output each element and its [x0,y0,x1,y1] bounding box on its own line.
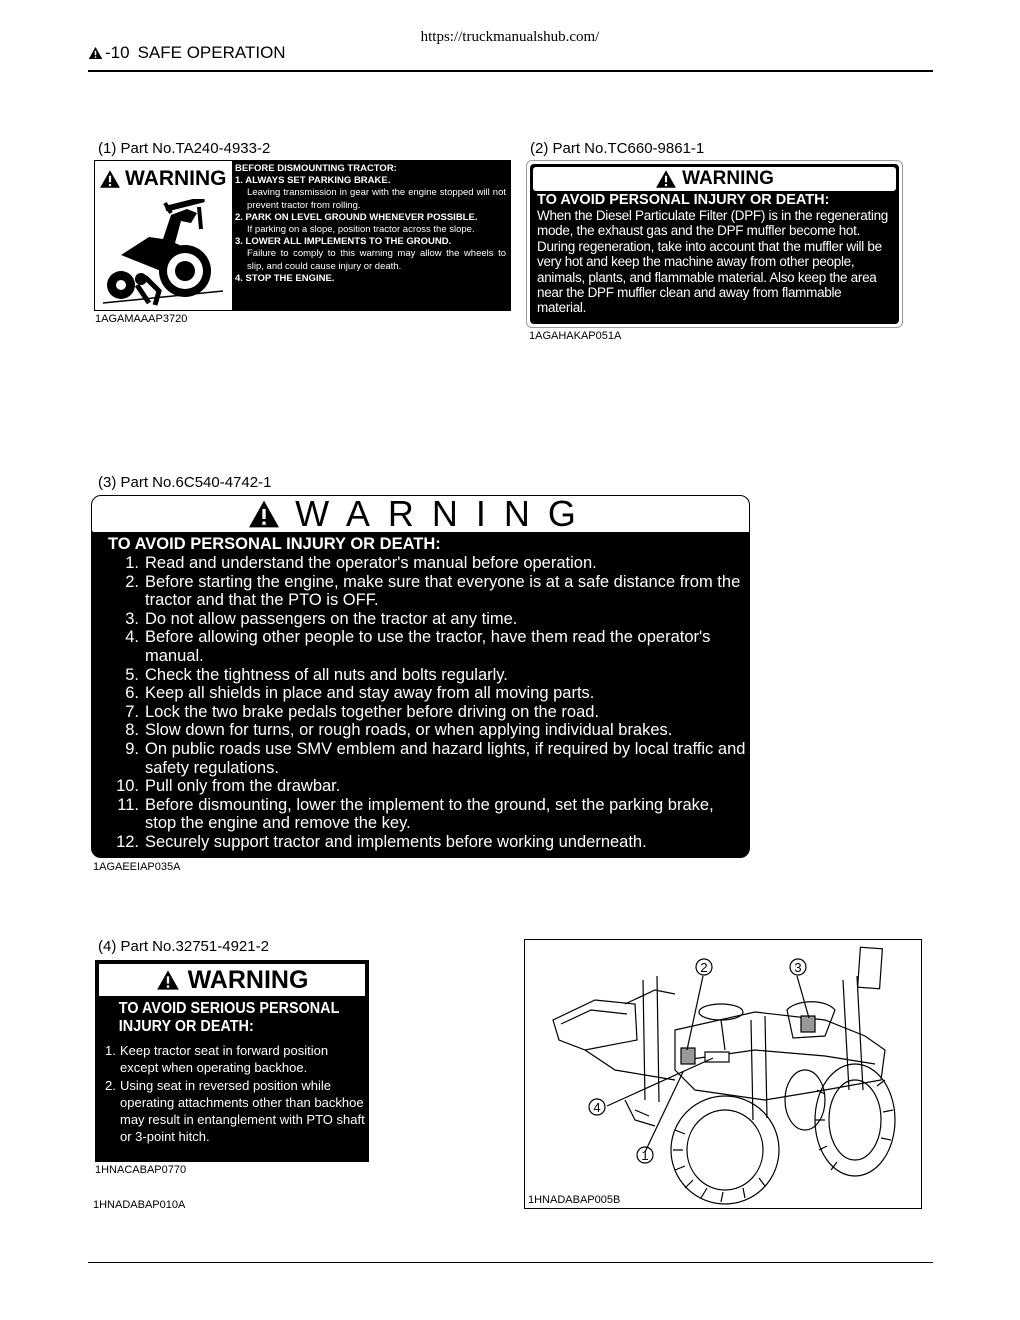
label3-item-text: Pull only from the drawbar. [145,777,341,796]
label-location-diagram [524,939,922,1209]
label1-decal [94,160,511,311]
label3-item-number: 1. [125,554,139,572]
label4-list-item [105,1077,365,1146]
label3-list-item [108,796,749,833]
label1-line: Leaving transmission in gear with the engine stopped will not prevent tractor from rolling. [247,187,506,211]
label4-item-text: Keep tractor seat in forward position except when operating backhoe. [120,1043,329,1076]
label3-item-text: Before allowing other people to use the tractor, have them read the operator's manual. [145,628,711,665]
label3-list-item [108,684,749,703]
label3-caption: (3) Part No.6C540-4742-1 [98,474,272,491]
label4-heading [99,964,365,996]
label3-item-text: Check the tightness of all nuts and bolts regularly. [145,665,508,684]
label3-code: 1AGAEEIAP035A [93,861,181,873]
label2-decal [526,160,903,328]
warning-triangle-icon [655,169,677,189]
label3-item-number: 11. [117,795,139,814]
tractor-illustration [525,940,921,1208]
label3-item-number: 4. [125,628,139,647]
label4-list-item [105,1042,365,1077]
warning-triangle-icon [88,46,103,60]
label2-caption: (2) Part No.TC660-9861-1 [530,140,705,157]
label3-item-text: Before starting the engine, make sure that everyone is at a safe distance from the tractor and that the PTO is OFF. [145,572,741,610]
label3-list-item [108,721,749,740]
label1-line: BEFORE DISMOUNTING TRACTOR: [235,163,397,174]
label3-item-text: Read and understand the operator's manual before operation. [145,554,597,572]
label3-item-number: 10. [116,777,139,796]
label3-item-text: Do not allow passengers on the tractor at any time. [145,609,518,628]
label1-line: 1. ALWAYS SET PARKING BRAKE. [235,175,391,187]
label1-line: If parking on a slope, position tractor across the slope. [247,224,475,236]
header-divider [88,70,933,72]
label3-heading [92,496,749,532]
label1-heading [95,161,232,191]
label3-list-item [108,666,749,685]
label3-item-text: On public roads use SMV emblem and hazard lights, if required by local traffic and safety regulations. [145,739,746,777]
warning-triangle-icon [247,499,281,529]
label3-item-number: 8. [125,721,139,740]
label3-list-item [108,740,749,777]
label1-line: 2. PARK ON LEVEL GROUND WHENEVER POSSIBLE. [235,211,478,223]
label4-code-secondary: 1HNADABAP010A [93,1199,186,1211]
page-title: SAFE OPERATION [137,43,286,62]
warning-triangle-icon [99,169,121,189]
label4-code: 1HNACABAP0770 [95,1164,187,1176]
label3-list-item [108,833,749,852]
label1-heading-text: WARNING [125,167,227,190]
label3-subheading: TO AVOID PERSONAL INJURY OR DEATH: [108,535,441,553]
label1-code: 1AGAMAAAP3720 [95,313,188,325]
label4-caption: (4) Part No.32751-4921-2 [98,938,269,955]
label3-item-text: Keep all shields in place and stay away from all moving parts. [145,684,595,703]
callout-4: 4 [593,1100,601,1115]
page-number: -10 [105,43,130,62]
label3-list-item [108,628,749,665]
label4-item-number: 1. [105,1043,116,1058]
label3-list [92,554,749,852]
label3-list-item [108,703,749,722]
label4-subheading: TO AVOID SERIOUS PERSONAL INJURY OR DEATH: [118,1000,340,1035]
footer-divider [88,1262,933,1263]
label1-line: 4. STOP THE ENGINE. [235,272,335,284]
warning-triangle-icon [156,969,180,991]
label1-line: 3. LOWER ALL IMPLEMENTS TO THE GROUND. [235,236,452,248]
label3-list-item [108,610,749,629]
label3-item-number: 6. [125,684,139,703]
label3-list-item [108,573,749,610]
label3-list-item [108,554,749,573]
label4-decal [95,960,369,1162]
callout-1: 1 [641,1148,649,1163]
label2-code: 1AGAHAKAP051A [529,330,622,342]
label3-item-text: Securely support tractor and implements before working underneath. [145,832,647,851]
page-header [88,43,286,63]
label4-heading-text: WARNING [187,965,309,994]
label1-line: Failure to comply to this warning may allow the wheels to slip, and could cause injury or death. [247,248,506,272]
label2-heading-text: WARNING [682,168,774,189]
source-url[interactable]: https://truckmanualshub.com/ [420,29,600,45]
label3-item-number: 2. [125,572,139,591]
label3-item-number: 5. [125,665,139,684]
callout-2: 2 [700,960,708,975]
label1-caption: (1) Part No.TA240-4933-2 [98,140,271,157]
label2-body: When the Diesel Particulate Filter (DPF) is in the regenerating mode, the exhaust gas and the DPF muffler become hot. During regeneration, take into account that the muffler will be very hot and keep the machine away from other people, animals, plants, and flammable material. Also keep the area near the DPF muffler clean and away from flammable material. [537,208,889,316]
label4-item-text: Using seat in reversed position while operating attachments other than backhoe may result in entanglement with PTO shaft or 3-point hitch. [120,1077,365,1145]
label3-decal [91,495,750,858]
label1-text-panel [232,161,510,310]
label3-item-text: Slow down for turns, or rough roads, or when applying individual brakes. [145,721,673,740]
label2-heading [533,167,896,191]
label1-left-panel [95,161,232,310]
label4-item-number: 2. [105,1077,116,1093]
label2-subheading: TO AVOID PERSONAL INJURY OR DEATH: [537,192,830,208]
label4-list [99,1036,365,1146]
label3-item-number: 9. [125,739,139,758]
label3-item-number: 7. [125,702,139,721]
diagram-code: 1HNADABAP005B [528,1194,621,1206]
callout-3: 3 [794,960,802,975]
label3-heading-text: WARNING [295,495,594,534]
tractor-runaway-pictogram [101,199,225,307]
label3-list-item [108,777,749,796]
label3-item-number: 3. [125,609,139,628]
label3-item-text: Before dismounting, lower the implement to the ground, set the parking brake, stop the engine and remove the key. [145,795,714,833]
label3-item-number: 12. [116,832,139,851]
label3-item-text: Lock the two brake pedals together before driving on the road. [145,702,600,721]
